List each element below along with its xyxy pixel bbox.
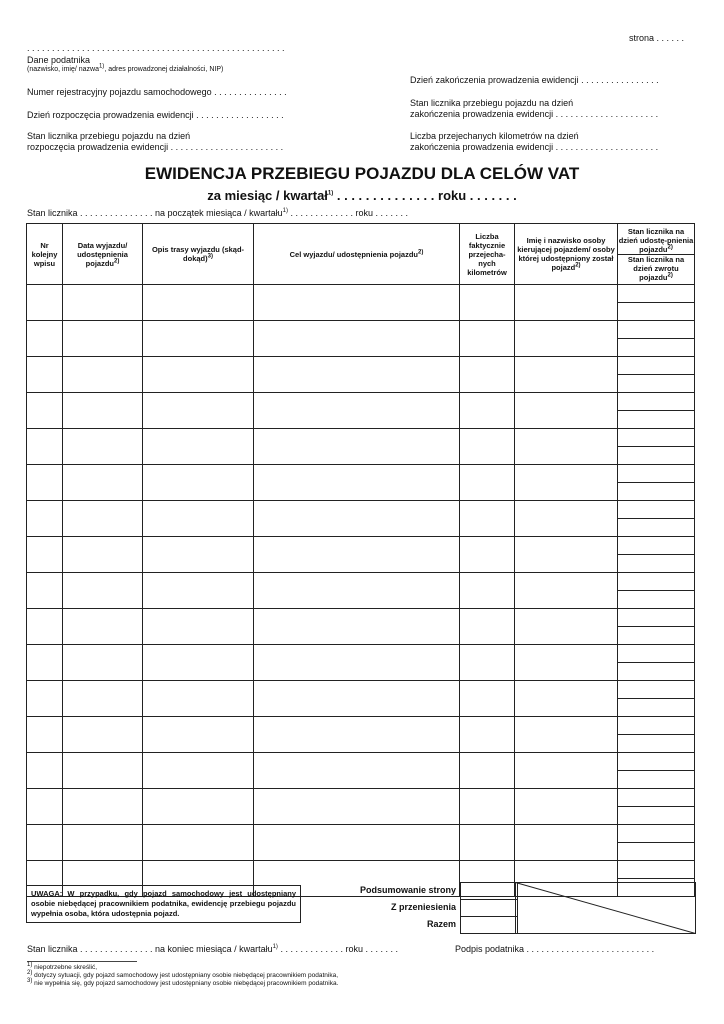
cell-route[interactable] [143, 789, 254, 825]
cell-odometer-return[interactable] [618, 519, 694, 536]
odometer-period-start: Stan licznika . . . . . . . . . . . . . . . na początek miesiąca / kwartału$^{1)}$ . . . . . . . . . . . . . roku . . . . . . . [27, 208, 408, 218]
cell-odometer-issue[interactable] [618, 861, 694, 879]
cell-odometer [618, 789, 695, 825]
cell-date[interactable] [63, 501, 143, 537]
cell-odometer-return[interactable] [618, 627, 694, 644]
table-header-row [27, 224, 695, 285]
footnote-3: $^{3)}$ nie wypełnia się, gdy pojazd samochodowy jest udostępniany osobie niebędącej pracownikiem podatnika. [27, 977, 339, 987]
cell-odometer-return[interactable] [618, 339, 694, 356]
footnote-divider [27, 961, 137, 962]
cell-odometer [618, 573, 695, 609]
cell-odometer-return[interactable] [618, 771, 694, 788]
cell-kilometers[interactable] [460, 321, 515, 357]
cell-purpose[interactable] [254, 681, 460, 717]
cell-purpose[interactable] [254, 321, 460, 357]
cell-route[interactable] [143, 393, 254, 429]
cell-route[interactable] [143, 321, 254, 357]
taxpayer-signature: Podpis podatnika . . . . . . . . . . . . . . . . . . . . . . . . . . [455, 944, 655, 954]
mileage-table [26, 223, 695, 897]
cell-odometer-issue[interactable] [618, 609, 694, 627]
cell-kilometers[interactable] [460, 609, 515, 645]
cell-kilometers[interactable] [460, 537, 515, 573]
cell-purpose[interactable] [254, 465, 460, 501]
odometer-start-2: rozpoczęcia prowadzenia ewidencji . . . . . . . . . . . . . . . . . . . . . . . [27, 142, 284, 152]
cell-route[interactable] [143, 285, 254, 321]
cell-date[interactable] [63, 753, 143, 789]
cell-odometer [618, 321, 695, 357]
col-date: Data wyjazdu/ udostępnienia pojazdu$^{2)}$ [63, 224, 143, 285]
cell-odometer [618, 537, 695, 573]
cell-odometer [618, 465, 695, 501]
summary-total-label: Razem [426, 919, 456, 929]
cell-route[interactable] [143, 501, 254, 537]
cell-odometer-return[interactable] [618, 411, 694, 428]
cell-date[interactable] [63, 285, 143, 321]
cell-kilometers[interactable] [460, 501, 515, 537]
cell-odometer-issue[interactable] [618, 573, 694, 591]
cell-odometer-issue[interactable] [618, 825, 694, 843]
cell-purpose[interactable] [254, 789, 460, 825]
table-row [27, 321, 695, 357]
start-date: Dzień rozpoczęcia prowadzenia ewidencji . . . . . . . . . . . . . . . . . . [27, 110, 284, 120]
cell-odometer-issue[interactable] [618, 537, 694, 555]
cell-entry-number[interactable] [27, 681, 63, 717]
cell-odometer-return[interactable] [618, 843, 694, 860]
cell-odometer-issue[interactable] [618, 429, 694, 447]
summary-table [460, 882, 518, 934]
cell-purpose[interactable] [254, 285, 460, 321]
cell-entry-number[interactable] [27, 465, 63, 501]
cell-date[interactable] [63, 645, 143, 681]
cell-route[interactable] [143, 357, 254, 393]
cell-kilometers[interactable] [460, 681, 515, 717]
table-row [27, 393, 695, 429]
cell-date[interactable] [63, 789, 143, 825]
odometer-end-1: Stan licznika przebiegu pojazdu na dzień [410, 98, 574, 108]
cell-kilometers[interactable] [460, 789, 515, 825]
table-row [27, 573, 695, 609]
cell-date[interactable] [63, 537, 143, 573]
cell-entry-number[interactable] [27, 789, 63, 825]
summary-carried-value[interactable] [461, 900, 518, 917]
cell-kilometers[interactable] [460, 753, 515, 789]
cell-entry-number[interactable] [27, 285, 63, 321]
footnote-1: $^{1)}$ niepotrzebne skreślić, [27, 961, 98, 971]
cell-kilometers[interactable] [460, 717, 515, 753]
cell-date[interactable] [63, 717, 143, 753]
km-driven-2: zakończenia prowadzenia ewidencji . . . . . . . . . . . . . . . . . . . . . [410, 142, 659, 152]
table-row [27, 789, 695, 825]
col-purpose: Cel wyjazdu/ udostępnienia pojazdu$^{2)}$ [254, 224, 460, 285]
cell-odometer-issue[interactable] [618, 465, 694, 483]
col-odometer: Stan licznika na dzień udostę-pnienia pojazdu$^{2)}$ Stan licznika na dzień zwrotu pojazdu$^{2)}$ [618, 224, 695, 285]
cell-odometer [618, 357, 695, 393]
registration-number: Numer rejestracyjny pojazdu samochodowego . . . . . . . . . . . . . . . [27, 87, 287, 97]
cell-purpose[interactable] [254, 537, 460, 573]
cell-driver[interactable] [515, 429, 618, 465]
cell-driver[interactable] [515, 393, 618, 429]
cell-odometer-issue[interactable] [618, 357, 694, 375]
cell-odometer-return[interactable] [618, 735, 694, 752]
cell-odometer-return[interactable] [618, 483, 694, 500]
cell-purpose[interactable] [254, 609, 460, 645]
cell-odometer [618, 717, 695, 753]
cell-driver[interactable] [515, 681, 618, 717]
cell-kilometers[interactable] [460, 825, 515, 861]
cell-date[interactable] [63, 825, 143, 861]
table-row [27, 465, 695, 501]
cell-odometer-return[interactable] [618, 555, 694, 572]
cell-route[interactable] [143, 429, 254, 465]
taxpayer-dots: . . . . . . . . . . . . . . . . . . . . . . . . . . . . . . . . . . . . . . . . . . . . . . . . . . . . [27, 43, 285, 53]
cell-entry-number[interactable] [27, 501, 63, 537]
table-row [27, 717, 695, 753]
table-row [27, 645, 695, 681]
taxpayer-hint: (nazwisko, imię/ nazwa$^{1)}$, adres prowadzonej działalności, NIP) [27, 63, 224, 73]
cell-odometer-issue[interactable] [618, 753, 694, 771]
cell-route[interactable] [143, 717, 254, 753]
cell-kilometers[interactable] [460, 393, 515, 429]
cell-driver[interactable] [515, 501, 618, 537]
cell-odometer [618, 681, 695, 717]
summary-total-value[interactable] [461, 917, 518, 934]
cell-entry-number[interactable] [27, 357, 63, 393]
cell-date[interactable] [63, 573, 143, 609]
cell-date[interactable] [63, 429, 143, 465]
cell-entry-number[interactable] [27, 717, 63, 753]
cell-kilometers[interactable] [460, 645, 515, 681]
cell-date[interactable] [63, 681, 143, 717]
cell-driver[interactable] [515, 789, 618, 825]
page-number: strona . . . . . . [628, 33, 684, 43]
cell-odometer-issue[interactable] [618, 393, 694, 411]
cell-purpose[interactable] [254, 573, 460, 609]
table-row [27, 501, 695, 537]
form-subtitle: za miesiąc / kwartał$^{1)}$ . . . . . . . . . . . . . . roku . . . . . . . [207, 188, 517, 203]
cell-driver[interactable] [515, 717, 618, 753]
cell-kilometers[interactable] [460, 465, 515, 501]
cell-kilometers[interactable] [460, 285, 515, 321]
table-row [27, 825, 695, 861]
cell-driver[interactable] [515, 285, 618, 321]
cell-kilometers[interactable] [460, 357, 515, 393]
cell-odometer [618, 501, 695, 537]
cell-odometer-issue[interactable] [618, 681, 694, 699]
odometer-end-2: zakończenia prowadzenia ewidencji . . . . . . . . . . . . . . . . . . . . . [410, 109, 659, 119]
cell-route[interactable] [143, 825, 254, 861]
cell-date[interactable] [63, 357, 143, 393]
cell-odometer-issue[interactable] [618, 645, 694, 663]
cell-entry-number[interactable] [27, 609, 63, 645]
cell-entry-number[interactable] [27, 429, 63, 465]
cell-odometer [618, 825, 695, 861]
summary-page-label: Podsumowanie strony [359, 885, 456, 895]
cell-odometer-issue[interactable] [618, 501, 694, 519]
cell-driver[interactable] [515, 609, 618, 645]
cell-odometer-issue[interactable] [618, 285, 694, 303]
cell-entry-number[interactable] [27, 825, 63, 861]
cell-odometer [618, 285, 695, 321]
cell-odometer [618, 753, 695, 789]
cell-date[interactable] [63, 321, 143, 357]
note-box: UWAGA: W przypadku, gdy pojazd samochodowy jest udostępniany osobie niebędącej pracownikiem podatnika, ewidencję przebiegu pojazdu wypełnia osoba, która udostępnia pojazd. [26, 885, 301, 923]
crossed-box [515, 882, 696, 934]
col-entry-number: Nr kolejny wpisu [27, 224, 63, 285]
col-kilometers: Liczba faktycznie przejecha-nych kilometrów [460, 224, 515, 285]
cell-odometer [618, 645, 695, 681]
cell-route[interactable] [143, 645, 254, 681]
cell-purpose[interactable] [254, 753, 460, 789]
end-date: Dzień zakończenia prowadzenia ewidencji . . . . . . . . . . . . . . . . [410, 75, 659, 85]
km-driven-1: Liczba przejechanych kilometrów na dzień [410, 131, 579, 141]
table-row [27, 429, 695, 465]
cell-driver[interactable] [515, 357, 618, 393]
cell-entry-number[interactable] [27, 537, 63, 573]
table-row [27, 357, 695, 393]
cell-entry-number[interactable] [27, 393, 63, 429]
summary-carried-label: Z przeniesienia [390, 902, 456, 912]
form-title: EWIDENCJA PRZEBIEGU POJAZDU DLA CELÓW VAT [144, 164, 580, 183]
cell-driver[interactable] [515, 753, 618, 789]
cell-odometer-issue[interactable] [618, 717, 694, 735]
cell-odometer [618, 393, 695, 429]
cell-purpose[interactable] [254, 717, 460, 753]
cell-purpose[interactable] [254, 645, 460, 681]
cell-odometer-issue[interactable] [618, 789, 694, 807]
cell-driver[interactable] [515, 537, 618, 573]
footnote-2: $^{2)}$ dotyczy sytuacji, gdy pojazd samochodowy jest udostępniany osobie niebędącej pracownikiem podatnika, [27, 969, 339, 979]
cell-odometer-return[interactable] [618, 591, 694, 608]
cell-odometer [618, 609, 695, 645]
cell-route[interactable] [143, 573, 254, 609]
cell-odometer-return[interactable] [618, 807, 694, 824]
cell-driver[interactable] [515, 573, 618, 609]
cell-entry-number[interactable] [27, 321, 63, 357]
table-row [27, 681, 695, 717]
cell-odometer-return[interactable] [618, 447, 694, 464]
cell-driver[interactable] [515, 465, 618, 501]
cell-route[interactable] [143, 609, 254, 645]
cell-odometer-return[interactable] [618, 303, 694, 320]
cell-date[interactable] [63, 465, 143, 501]
cell-purpose[interactable] [254, 357, 460, 393]
cell-entry-number[interactable] [27, 645, 63, 681]
taxpayer-label: Dane podatnika [27, 55, 91, 65]
cell-odometer-return[interactable] [618, 699, 694, 716]
cell-date[interactable] [63, 393, 143, 429]
cell-odometer-return[interactable] [618, 663, 694, 680]
cell-odometer [618, 429, 695, 465]
cell-route[interactable] [143, 753, 254, 789]
col-route: Opis trasy wyjazdu (skąd-dokąd)$^{3)}$ [143, 224, 254, 285]
cell-kilometers[interactable] [460, 573, 515, 609]
cell-driver[interactable] [515, 645, 618, 681]
cell-purpose[interactable] [254, 393, 460, 429]
summary-page-value[interactable] [461, 883, 518, 900]
cell-route[interactable] [143, 537, 254, 573]
col-driver: Imię i nazwisko osoby kierującej pojazdem/ osoby której udostępniony został pojazd$^{2)}$ [515, 224, 618, 285]
cell-purpose[interactable] [254, 429, 460, 465]
cell-driver[interactable] [515, 825, 618, 861]
cell-odometer-issue[interactable] [618, 321, 694, 339]
cell-odometer-return[interactable] [618, 375, 694, 392]
table-row [27, 753, 695, 789]
odometer-period-end: Stan licznika . . . . . . . . . . . . . . . na koniec miesiąca / kwartału$^{1)}$ . . . . . . . . . . . . . roku . . . . . . . [27, 944, 398, 954]
table-row [27, 285, 695, 321]
cell-purpose[interactable] [254, 825, 460, 861]
cell-entry-number[interactable] [27, 573, 63, 609]
cell-date[interactable] [63, 609, 143, 645]
cell-driver[interactable] [515, 321, 618, 357]
cell-route[interactable] [143, 465, 254, 501]
table-row [27, 537, 695, 573]
cell-purpose[interactable] [254, 501, 460, 537]
cell-kilometers[interactable] [460, 429, 515, 465]
table-row [27, 609, 695, 645]
cell-entry-number[interactable] [27, 753, 63, 789]
odometer-start-1: Stan licznika przebiegu pojazdu na dzień [27, 131, 191, 141]
cell-route[interactable] [143, 681, 254, 717]
